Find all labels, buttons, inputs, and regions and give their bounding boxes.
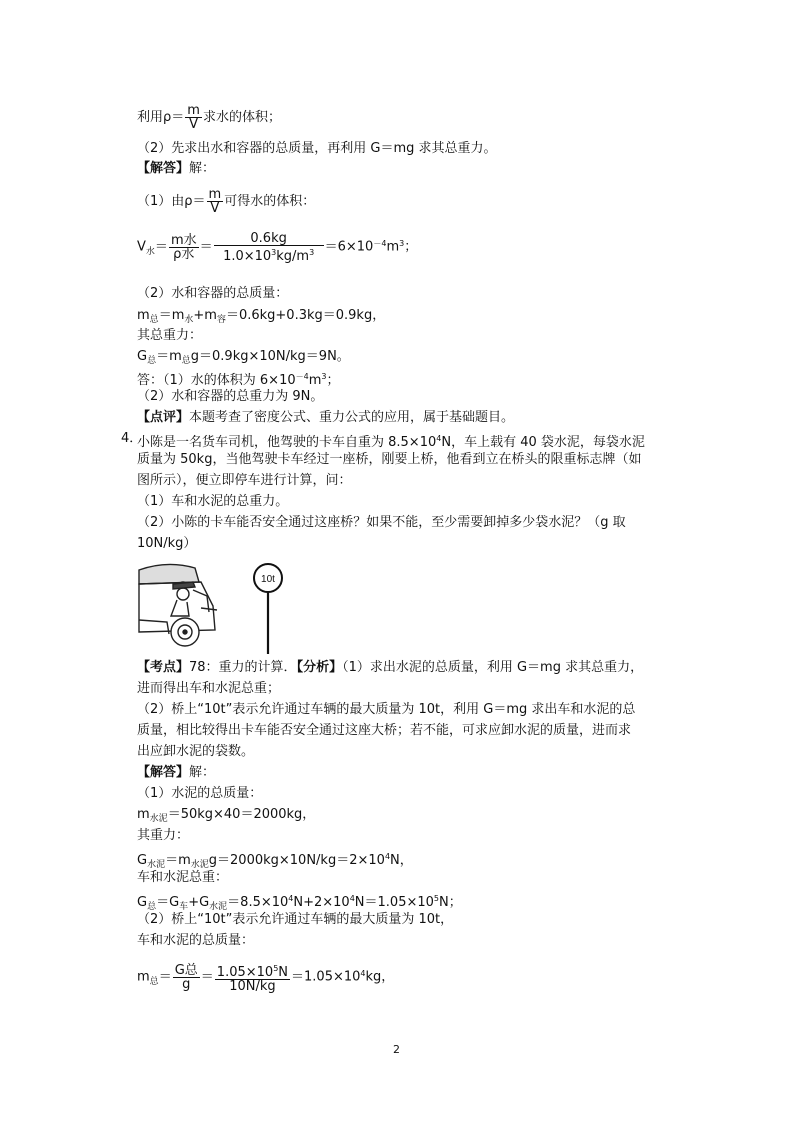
subscript: 总 <box>147 356 157 366</box>
denominator: g <box>182 977 191 992</box>
section-label: 【考点】 <box>137 660 190 675</box>
text: 利用ρ＝ <box>137 110 185 125</box>
text: m <box>137 969 150 985</box>
text: ＝ <box>158 969 172 985</box>
text: G <box>137 853 148 868</box>
subscript: 水泥 <box>147 860 166 870</box>
text-line: （2）桥上“10t”表示允许通过车辆的最大质量为 10t， <box>137 912 454 927</box>
text-line: （2）桥上“10t”表示允许通过车辆的最大质量为 10t，利用 G＝mg 求出车和水泥的总 <box>137 702 636 717</box>
page-number: 2 <box>393 1043 400 1056</box>
text-line: 其总重力： <box>137 328 203 343</box>
superscript: －4 <box>295 372 309 381</box>
denominator: V <box>189 117 199 132</box>
question-line: （1）车和水泥的总重力。 <box>137 494 289 509</box>
superscript: 3 <box>321 372 327 381</box>
text-line: （2）水和容器的总重力为 9N。 <box>137 389 324 404</box>
text: N，车上载有 40 袋水泥，每袋水泥 <box>441 435 645 450</box>
text: 答：（1）水的体积为 6×10 <box>137 373 296 388</box>
section-label: 【解答】 <box>137 161 190 176</box>
text-line <box>137 348 350 370</box>
text: （1）由ρ＝ <box>137 194 206 209</box>
text: g＝0.9kg×10N/kg＝9N。 <box>190 349 350 364</box>
text: ＝6×10 <box>324 239 374 255</box>
section-label: 【点评】 <box>137 410 190 425</box>
subscript: 水泥 <box>190 860 209 870</box>
text: N+2×10 <box>293 895 350 910</box>
text: +G <box>188 895 210 910</box>
fraction <box>215 962 290 993</box>
text: G <box>137 349 148 364</box>
text: 小陈是一名货车司机，他驾驶的卡车自重为 8.5×10 <box>137 435 437 450</box>
text: ＝50kg×40＝2000kg， <box>167 807 316 822</box>
text: 求水的体积； <box>202 110 281 125</box>
superscript: 4 <box>360 969 366 978</box>
subscript: 水泥 <box>149 814 168 824</box>
text: V <box>137 239 146 255</box>
text: ＝8.5×10 <box>227 895 289 910</box>
text: 解： <box>189 765 216 780</box>
text-line <box>137 307 385 329</box>
text: N； <box>439 895 462 910</box>
subscript: 水 <box>145 247 155 257</box>
fraction <box>173 964 200 991</box>
text-line <box>137 160 215 178</box>
text: ＝G <box>156 895 180 910</box>
text-line <box>137 659 643 677</box>
fraction <box>169 234 199 261</box>
subscript: 容 <box>216 315 226 325</box>
numerator: G总 <box>174 963 198 978</box>
text-line <box>137 188 315 215</box>
text-line: （2）先求出水和容器的总质量，再利用 G＝mg 求其总重力。 <box>137 141 497 156</box>
text-line: 质量，相比较得出卡车能否安全通过这座大桥；若不能，可求应卸水泥的质量，进而求 <box>137 723 632 738</box>
numerator: m <box>208 187 222 202</box>
text-line <box>137 104 281 131</box>
text: 本题考查了密度公式、重力公式的应用，属于基础题目。 <box>189 410 515 425</box>
text-line: （1）水泥的总质量： <box>137 786 263 801</box>
text: 解： <box>189 161 216 176</box>
superscript: 4 <box>384 852 391 861</box>
superscript: －4 <box>373 239 387 248</box>
text: m <box>137 308 150 323</box>
text: （1）求出水泥的总质量，利用 G＝mg 求其总重力， <box>342 660 644 675</box>
sign-label: 10t <box>261 574 275 585</box>
text: N， <box>390 853 413 868</box>
text: ； <box>404 239 418 255</box>
denominator <box>214 246 324 263</box>
fraction <box>185 104 202 131</box>
subscript: 车 <box>179 902 189 912</box>
text-line: 其重力： <box>137 828 190 843</box>
text: +m <box>193 308 217 323</box>
text-line <box>137 806 315 828</box>
superscript: 4 <box>436 434 442 443</box>
text: m <box>386 239 400 255</box>
weight-limit-sign <box>250 562 286 654</box>
text: 可得水的体积： <box>224 194 316 209</box>
text: m <box>137 807 150 822</box>
subscript: 总 <box>181 356 191 366</box>
text: ＝0.6kg+0.3kg＝0.9kg， <box>225 308 386 323</box>
superscript: 3 <box>309 248 315 257</box>
text: N＝1.05×10 <box>354 895 434 910</box>
text-line <box>137 409 514 427</box>
text-line: （2）水和容器的总质量： <box>137 286 289 301</box>
text: m <box>308 373 322 388</box>
text: ＝m <box>156 349 182 364</box>
subscript: 水泥 <box>209 902 228 912</box>
numerator: 0.6kg <box>214 232 324 246</box>
fraction <box>207 188 224 215</box>
text: 1.0×10 <box>223 249 272 264</box>
text: 78：重力的计算． <box>189 660 297 675</box>
text: ＝1.05×10 <box>291 969 361 985</box>
text: ＝m <box>165 853 191 868</box>
question-line: 图所示），便立即停车进行计算，问： <box>137 473 352 488</box>
text: kg/m <box>276 249 310 264</box>
text-line <box>137 368 339 390</box>
text-line: 车和水泥总重： <box>137 870 229 885</box>
question-line: 10N/kg） <box>137 536 197 551</box>
subscript: 总 <box>149 977 159 987</box>
superscript: 5 <box>273 964 279 973</box>
section-label: 【分析】 <box>296 660 343 675</box>
numerator: m水 <box>170 233 197 248</box>
question-line <box>137 430 645 452</box>
superscript: 5 <box>433 894 439 903</box>
subscript: 水 <box>184 315 194 325</box>
denominator: V <box>210 201 220 216</box>
text: g＝2000kg×10N/kg＝2×10 <box>208 853 385 868</box>
text-line: 进而得出车和水泥总重； <box>137 681 281 696</box>
question-line: 质量为 50kg，当他驾驶卡车经过一座桥，刚要上桥，他看到立在桥头的限重标志牌（如 <box>137 452 642 467</box>
superscript: 4 <box>288 894 294 903</box>
text-line <box>137 764 215 782</box>
superscript: 3 <box>271 248 277 257</box>
denominator: 10N/kg <box>229 979 276 994</box>
question-line: （2）小陈的卡车能否安全通过这座桥？如果不能，至少需要卸掉多少袋水泥？（g 取 <box>137 515 626 530</box>
formula-line: $V_水=$ $\frac{\text{m水}}{\text{ρ水}}$ ＝ $\frac{0.6kg}{1.0\times 10^3kg/m^3}$ $=6\times 10^{-4}m^3$； <box>137 231 418 264</box>
fraction <box>214 232 324 263</box>
text-line: 车和水泥的总质量： <box>137 933 255 948</box>
text: N <box>278 965 289 980</box>
text: 1.05×10 <box>216 965 274 980</box>
text: kg， <box>365 969 395 985</box>
text: ＝m <box>158 308 185 323</box>
superscript: 3 <box>399 239 405 248</box>
subscript: 总 <box>149 315 159 325</box>
denominator: ρ水 <box>173 247 195 262</box>
text-line: 出应卸水泥的袋数。 <box>137 744 255 759</box>
numerator: m <box>187 103 200 118</box>
truck-driver-illustration <box>137 560 219 650</box>
numerator <box>215 962 290 980</box>
question-number: 4． <box>121 431 143 446</box>
superscript: 4 <box>349 894 355 903</box>
text: ＝ <box>200 969 214 985</box>
section-label: 【解答】 <box>137 765 190 780</box>
formula-line <box>137 962 394 993</box>
text: ； <box>326 373 340 388</box>
subscript: 总 <box>147 902 157 912</box>
text: G <box>137 895 148 910</box>
